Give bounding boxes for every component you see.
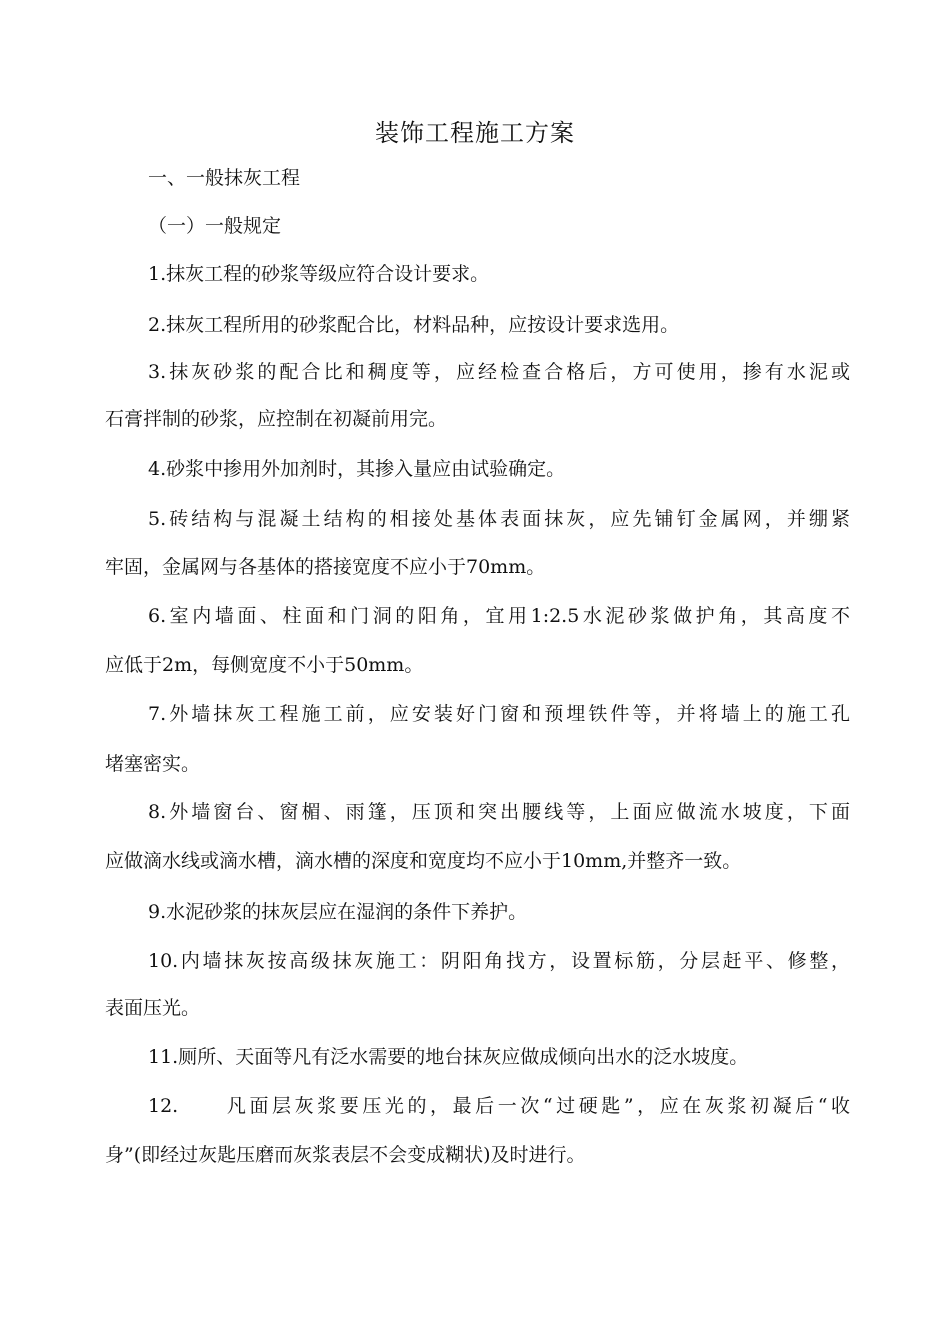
paragraph-line: 12. 凡面层灰浆要压光的，最后一次“过硬匙”，应在灰浆初凝后“收 <box>148 1095 850 1117</box>
document-title: 装饰工程施工方案 <box>375 119 575 147</box>
paragraph-line: 4.砂浆中掺用外加剂时，其掺入量应由试验确定。 <box>148 458 566 480</box>
paragraph-line: 9.水泥砂浆的抹灰层应在湿润的条件下养护。 <box>148 901 528 923</box>
paragraph-line: 1.抹灰工程的砂浆等级应符合设计要求。 <box>148 263 490 285</box>
paragraph-line: 8.外墙窗台、窗楣、雨篷，压顶和突出腰线等，上面应做流水坡度，下面 <box>148 801 850 823</box>
paragraph-line: 表面压光。 <box>105 997 201 1019</box>
paragraph-line: 3.抹灰砂浆的配合比和稠度等，应经检查合格后，方可使用，掺有水泥或 <box>148 361 850 383</box>
paragraph-line: 10.内墙抹灰按高级抹灰施工：阴阳角找方，设置标筋，分层赶平、修整， <box>148 950 850 972</box>
paragraph-line: 应低于2m，每侧宽度不小于50mm。 <box>105 654 424 676</box>
paragraph-line: 6.室内墙面、柱面和门洞的阳角，宜用1:2.5水泥砂浆做护角，其高度不 <box>148 605 850 627</box>
paragraph-line: 牢固，金属网与各基体的搭接宽度不应小于70mm。 <box>105 556 546 578</box>
paragraph-line: 11.厕所、天面等凡有泛水需要的地台抹灰应做成倾向出水的泛水坡度。 <box>148 1046 749 1068</box>
paragraph-line: 应做滴水线或滴水槽，滴水槽的深度和宽度均不应小于10mm,并整齐一致。 <box>105 850 742 872</box>
subsection-heading: （一）一般规定 <box>148 215 282 237</box>
paragraph-line: 石膏拌制的砂浆，应控制在初凝前用完。 <box>105 408 448 430</box>
section-heading: 一、一般抹灰工程 <box>148 167 301 189</box>
paragraph-line: 5.砖结构与混凝土结构的相接处基体表面抹灰，应先铺钉金属网，并绷紧 <box>148 508 850 530</box>
paragraph-line: 7.外墙抹灰工程施工前，应安装好门窗和预埋铁件等，并将墙上的施工孔 <box>148 703 850 725</box>
paragraph-line: 身”(即经过灰匙压磨而灰浆表层不会变成糊状)及时进行。 <box>105 1144 586 1166</box>
paragraph-line: 2.抹灰工程所用的砂浆配合比，材料品种，应按设计要求选用。 <box>148 314 680 336</box>
paragraph-line: 堵塞密实。 <box>105 753 201 775</box>
